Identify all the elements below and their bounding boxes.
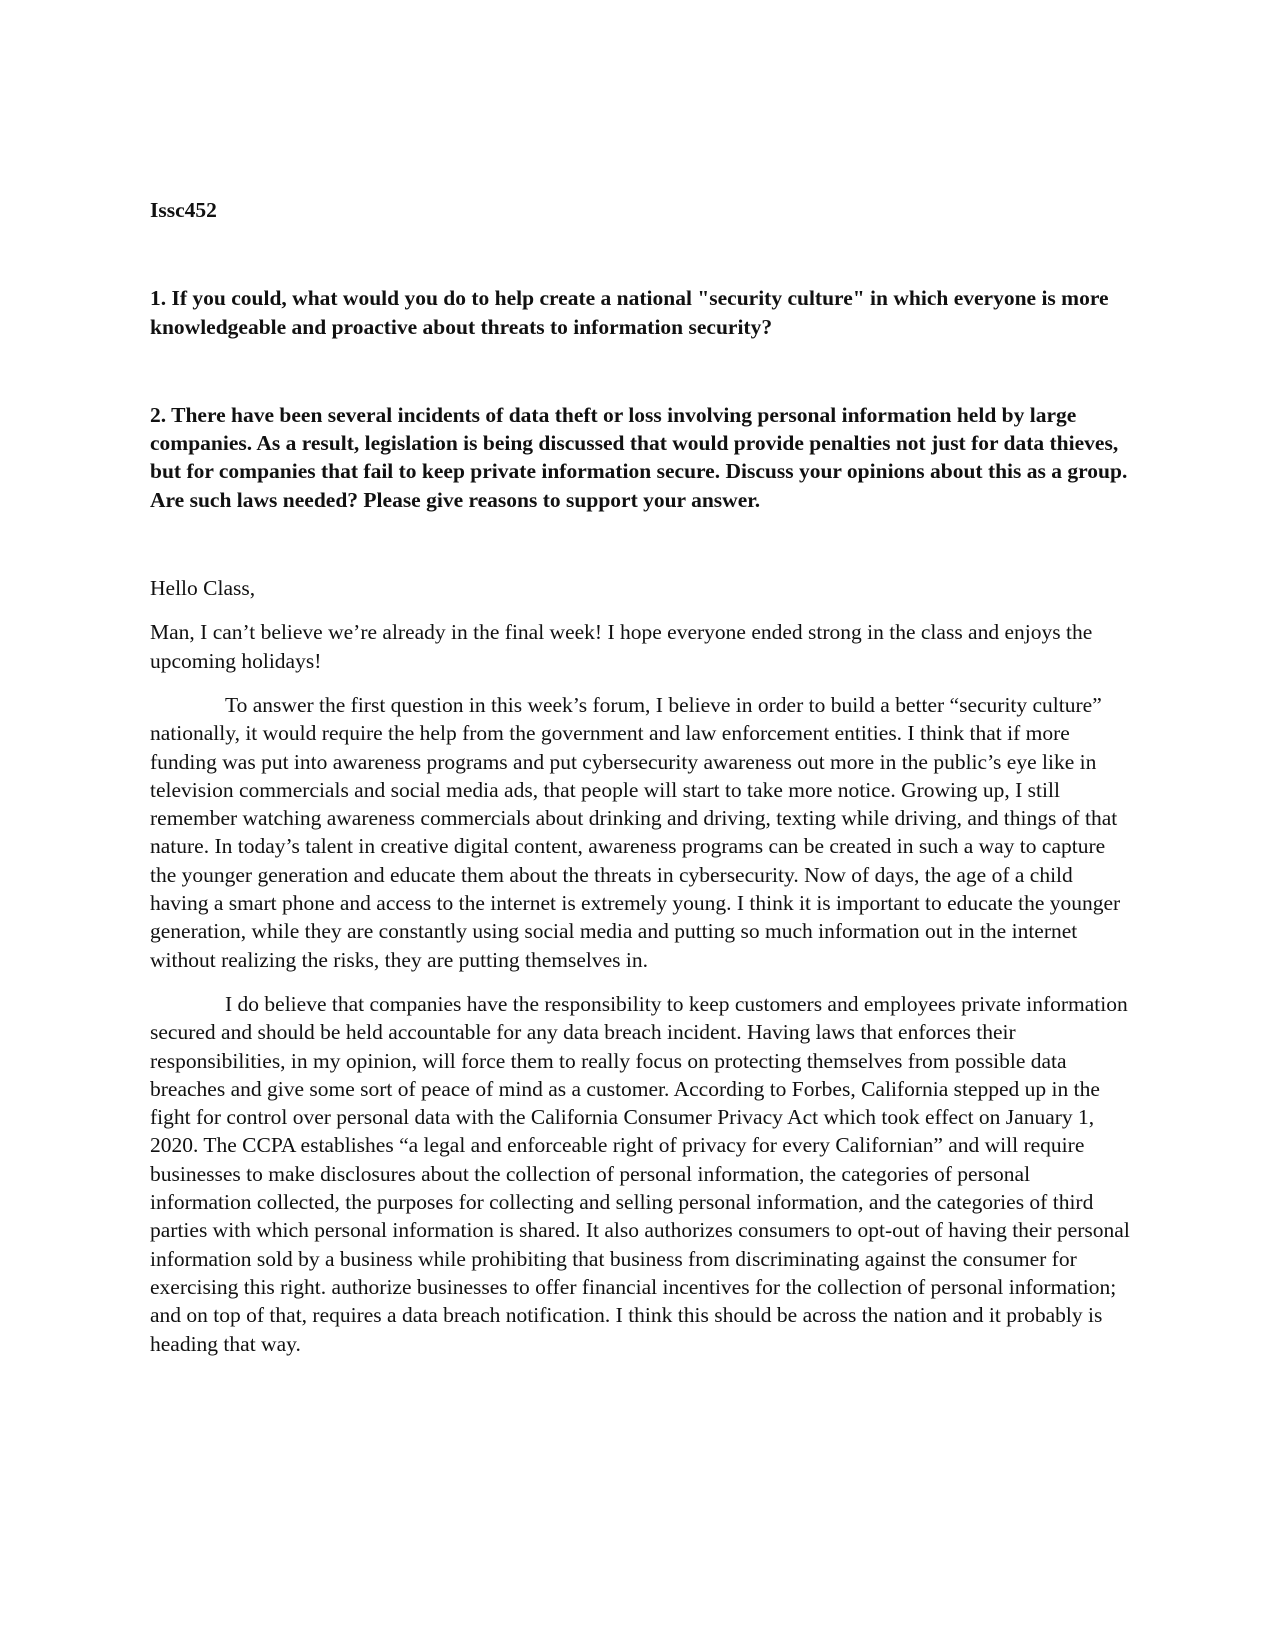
- question-2: 2. There have been several incidents of data theft or loss involving personal information held by large companies. As a result, legislation is being discussed that would provide penalties not just for data thieves, but for companies that fail to keep private information secure. Discuss your opinions about this as a group. Are such laws needed? Please give reasons to support your answer.: [150, 402, 1128, 512]
- answer-paragraph-2: I do believe that companies have the responsibility to keep customers and employees private information secured and should be held accountable for any data breach incident. Having laws that enforces their responsibilities, in my opinion, will force them to really focus on protecting themselves from possible data breaches and give some sort of peace of mind as a customer. According to Forbes, California stepped up in the fight for control over personal data with the California Consumer Privacy Act which took effect on January 1, 2020. The CCPA establishes “a legal and enforceable right of privacy for every Californian” and will require businesses to make disclosures about the collection of personal information, the categories of personal information collected, the purposes for collecting and selling personal information, and the categories of third parties with which personal information is shared. It also authorizes consumers to opt-out of having their personal information sold by a business while prohibiting that business from discriminating against the consumer for exercising this right. authorize businesses to offer financial incentives for the collection of personal information; and on top of that, requires a data breach notification. I think this should be across the nation and it probably is heading that way.: [150, 991, 1130, 1356]
- course-code-heading: Issc452: [150, 198, 217, 222]
- answer-paragraph-1: To answer the first question in this week’s forum, I believe in order to build a better “security culture” nationally, it would require the help from the government and law enforcement entities. I think that if more funding was put into awareness programs and put cybersecurity awareness out more in the public’s eye like in television commercials and social media ads, that people will start to take more notice. Growing up, I still remember watching awareness commercials about drinking and driving, texting while driving, and things of that nature. In today’s talent in creative digital content, awareness programs can be created in such a way to capture the younger generation and educate them about the threats in cybersecurity. Now of days, the age of a child having a smart phone and access to the internet is extremely young. I think it is important to educate the younger generation, while they are constantly using social media and putting so much information out in the internet without realizing the risks, they are putting themselves in.: [150, 692, 1121, 972]
- question-1: 1. If you could, what would you do to help create a national "security culture" in which everyone is more knowledgeable and proactive about threats to information security?: [150, 286, 1109, 339]
- document-page: [150, 196, 1130, 1358]
- greeting: Hello Class,: [150, 576, 256, 601]
- intro-paragraph: Man, I can’t believe we’re already in the final week! I hope everyone ended strong in the class and enjoys the upcoming holidays!: [150, 620, 1093, 673]
